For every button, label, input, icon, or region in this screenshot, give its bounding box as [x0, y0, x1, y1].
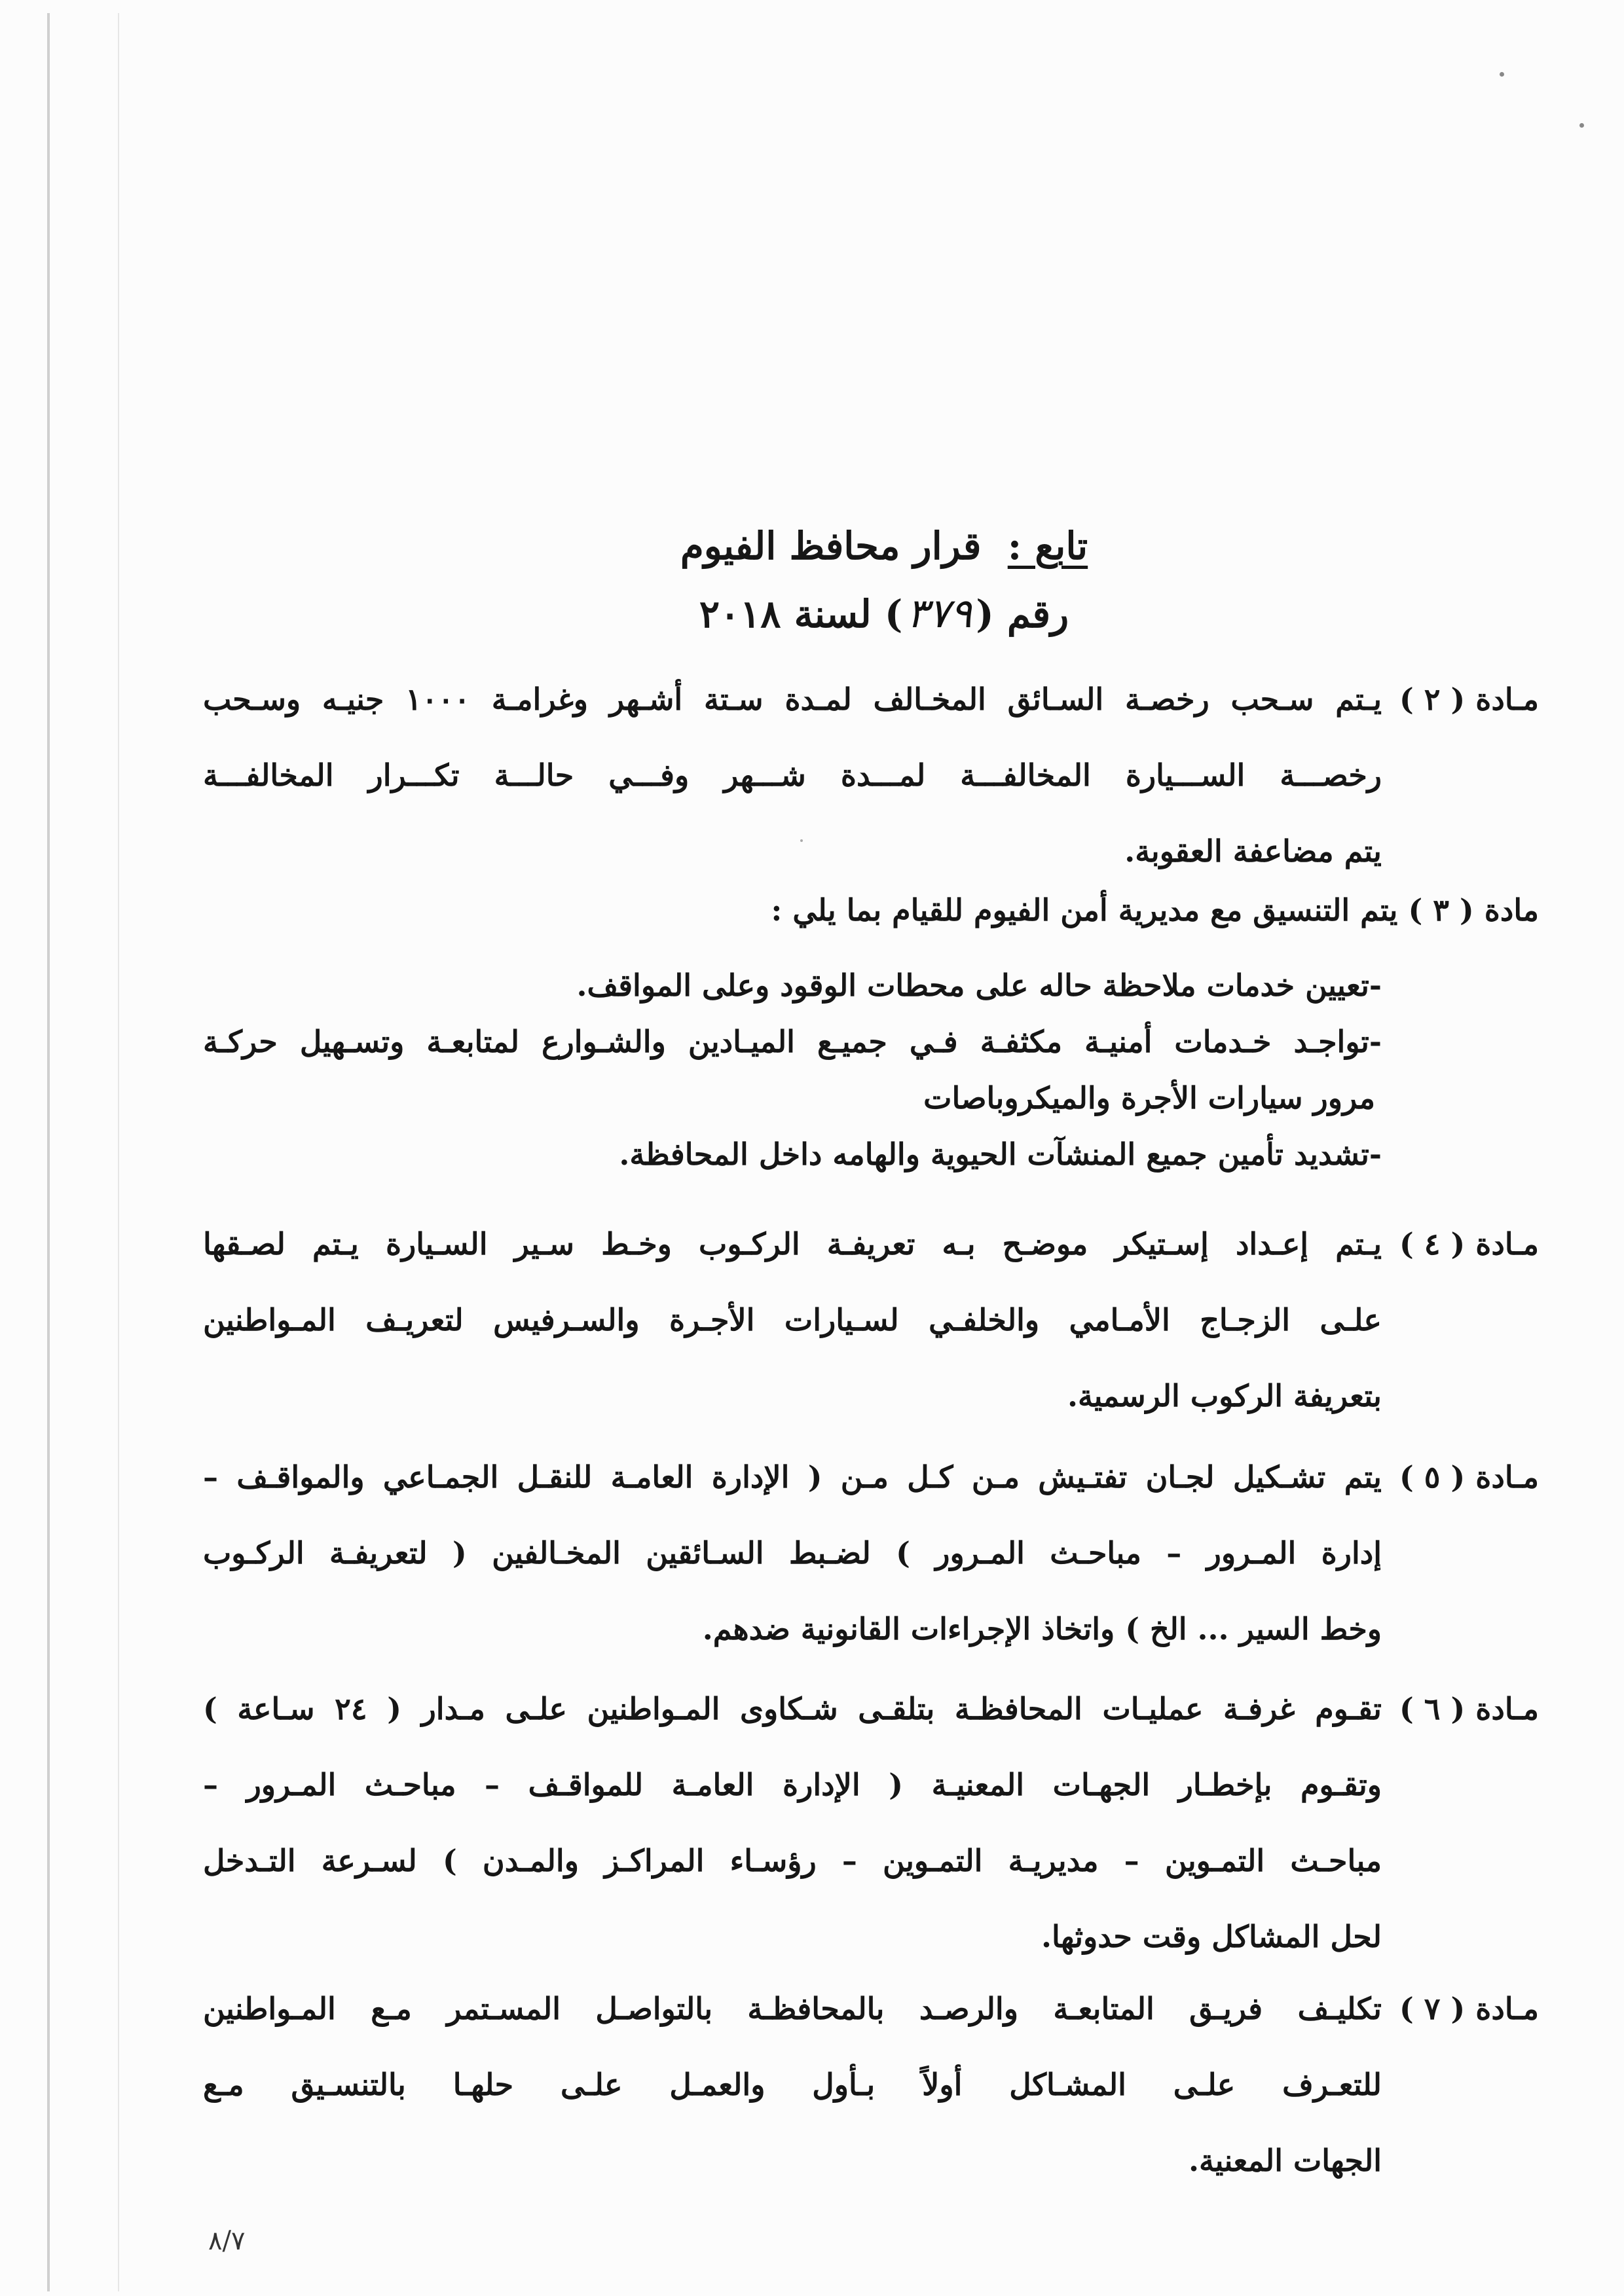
decree-year-text: ) لسنة ٢٠١٨: [699, 592, 903, 636]
article-body: [203, 1671, 1382, 1975]
article-label: مادة ( ٣ ): [1408, 892, 1539, 928]
article-line: مباحـث التمـوين – مديريـة التمـوين – رؤسـاء المراكـز والمـدن ) لسـرعة التـدخل: [203, 1843, 1382, 1878]
article-line: تكليـف فريـق المتابعـة والرصـد بالمحافظـة بالتواصـل المسـتمر مـع المـواطنين: [203, 1991, 1382, 2026]
title-prefix: تابع :: [1007, 524, 1088, 568]
article-5: [203, 1439, 1539, 1667]
article-body: [203, 1206, 1382, 1434]
article-label: مـادة ( ٤ ): [1399, 1226, 1539, 1262]
scan-speck: [1500, 72, 1504, 77]
article-3: [203, 877, 1539, 1182]
article-4: [203, 1206, 1539, 1434]
article-body: [203, 1439, 1382, 1667]
scan-fold-line: [118, 13, 119, 2291]
list-item: -تشديد تأمين جميع المنشآت الحيوية والهامه داخل المحافظة.: [619, 1137, 1382, 1172]
article-intro-line: [203, 877, 1539, 943]
list-item: مرور سيارات الأجرة والميكروباصات: [923, 1080, 1375, 1116]
article-line: لحل المشاكل وقت حدوثها.: [1041, 1919, 1382, 1954]
article-7: [203, 1971, 1539, 2198]
page-number: ٨/٧: [208, 2226, 246, 2256]
article-line: إدارة المـرور – مباحـث المـرور ) لضـبط السـائقين المخـالفين ( لتعريفـة الركـوب: [203, 1535, 1382, 1571]
article-label: مـادة ( ٧ ): [1399, 1991, 1539, 2026]
article-2: [203, 661, 1539, 889]
article-line: رخصـــة الســـيارة المخالفـــة لمـــدة شـــهر وفـــي حالـــة تكـــرار المخالفـــة: [203, 757, 1382, 793]
article-body: [203, 1971, 1382, 2198]
list-item: -تواجـد خـدمات أمنيـة مكثفـة فـي جميـع الميـادين والشـوارع لمتابعـة وتسـهيل حركـة: [203, 1024, 1382, 1059]
article-line: يـتم سـحب رخصـة السـائق المخـالف لمـدة سـتة أشـهر وغرامـة ١٠٠٠ جنيـه وسـحب: [203, 682, 1382, 717]
article-label: مـادة ( ٦ ): [1399, 1691, 1539, 1726]
article-6: [203, 1671, 1539, 1975]
article-list: [203, 957, 1382, 1182]
document-title: [674, 524, 1094, 568]
article-label: مـادة ( ٢ ): [1399, 682, 1539, 717]
article-line: وتقـوم بإخطـار الجهـات المعنيـة ( الإدارة العامـة للمواقـف – مباحـث المـرور –: [203, 1767, 1382, 1802]
decree-number-handwritten: ٣٧٩: [906, 589, 972, 637]
scan-speck: [1579, 123, 1584, 128]
article-line: تقـوم غرفـة عمليـات المحافظـة بتلقـى شـكاوى المـواطنين علـى مـدار ( ٢٤ سـاعة ): [203, 1691, 1382, 1726]
article-line: يـتم إعـداد إسـتيكر موضـح بـه تعريفـة الركـوب وخـط سـير السـيارة يـتم لصـقها: [203, 1226, 1382, 1262]
article-line: يتم تشـكيل لجـان تفتـيش مـن كـل مـن ( الإدارة العامـة للنقـل الجمـاعي والمواقـف –: [203, 1459, 1382, 1495]
article-label: مـادة ( ٥ ): [1399, 1459, 1539, 1495]
list-item: -تعيين خدمات ملاحظة حاله على محطات الوقود وعلى المواقف.: [576, 968, 1382, 1003]
article-intro: يتم التنسيق مع مديرية أمن الفيوم للقيام بما يلي :: [771, 892, 1398, 928]
decree-number-line: [642, 589, 1126, 637]
article-line: علـى الزجـاج الأمـامي والخلفـي لسـيارات الأجـرة والسـرفيس لتعريـف المـواطنين: [203, 1302, 1382, 1338]
article-line: بتعريفة الركوب الرسمية.: [1067, 1378, 1382, 1413]
title-main: قرار محافظ الفيوم: [680, 524, 982, 568]
decree-number-label: رقم (: [976, 592, 1069, 636]
article-line: يتم مضاعفة العقوبة.: [1124, 833, 1382, 869]
article-body: [203, 661, 1382, 889]
article-line: للتعـرف علـى المشـاكل أولاً بـأول والعمـل علـى حلهـا بالتنسـيق مـع: [203, 2067, 1382, 2102]
article-line: وخط السير ... الخ ) واتخاذ الإجراءات القانونية ضدهم.: [702, 1611, 1382, 1647]
scan-edge-line: [47, 13, 50, 2291]
article-line: الجهات المعنية.: [1188, 2143, 1382, 2178]
